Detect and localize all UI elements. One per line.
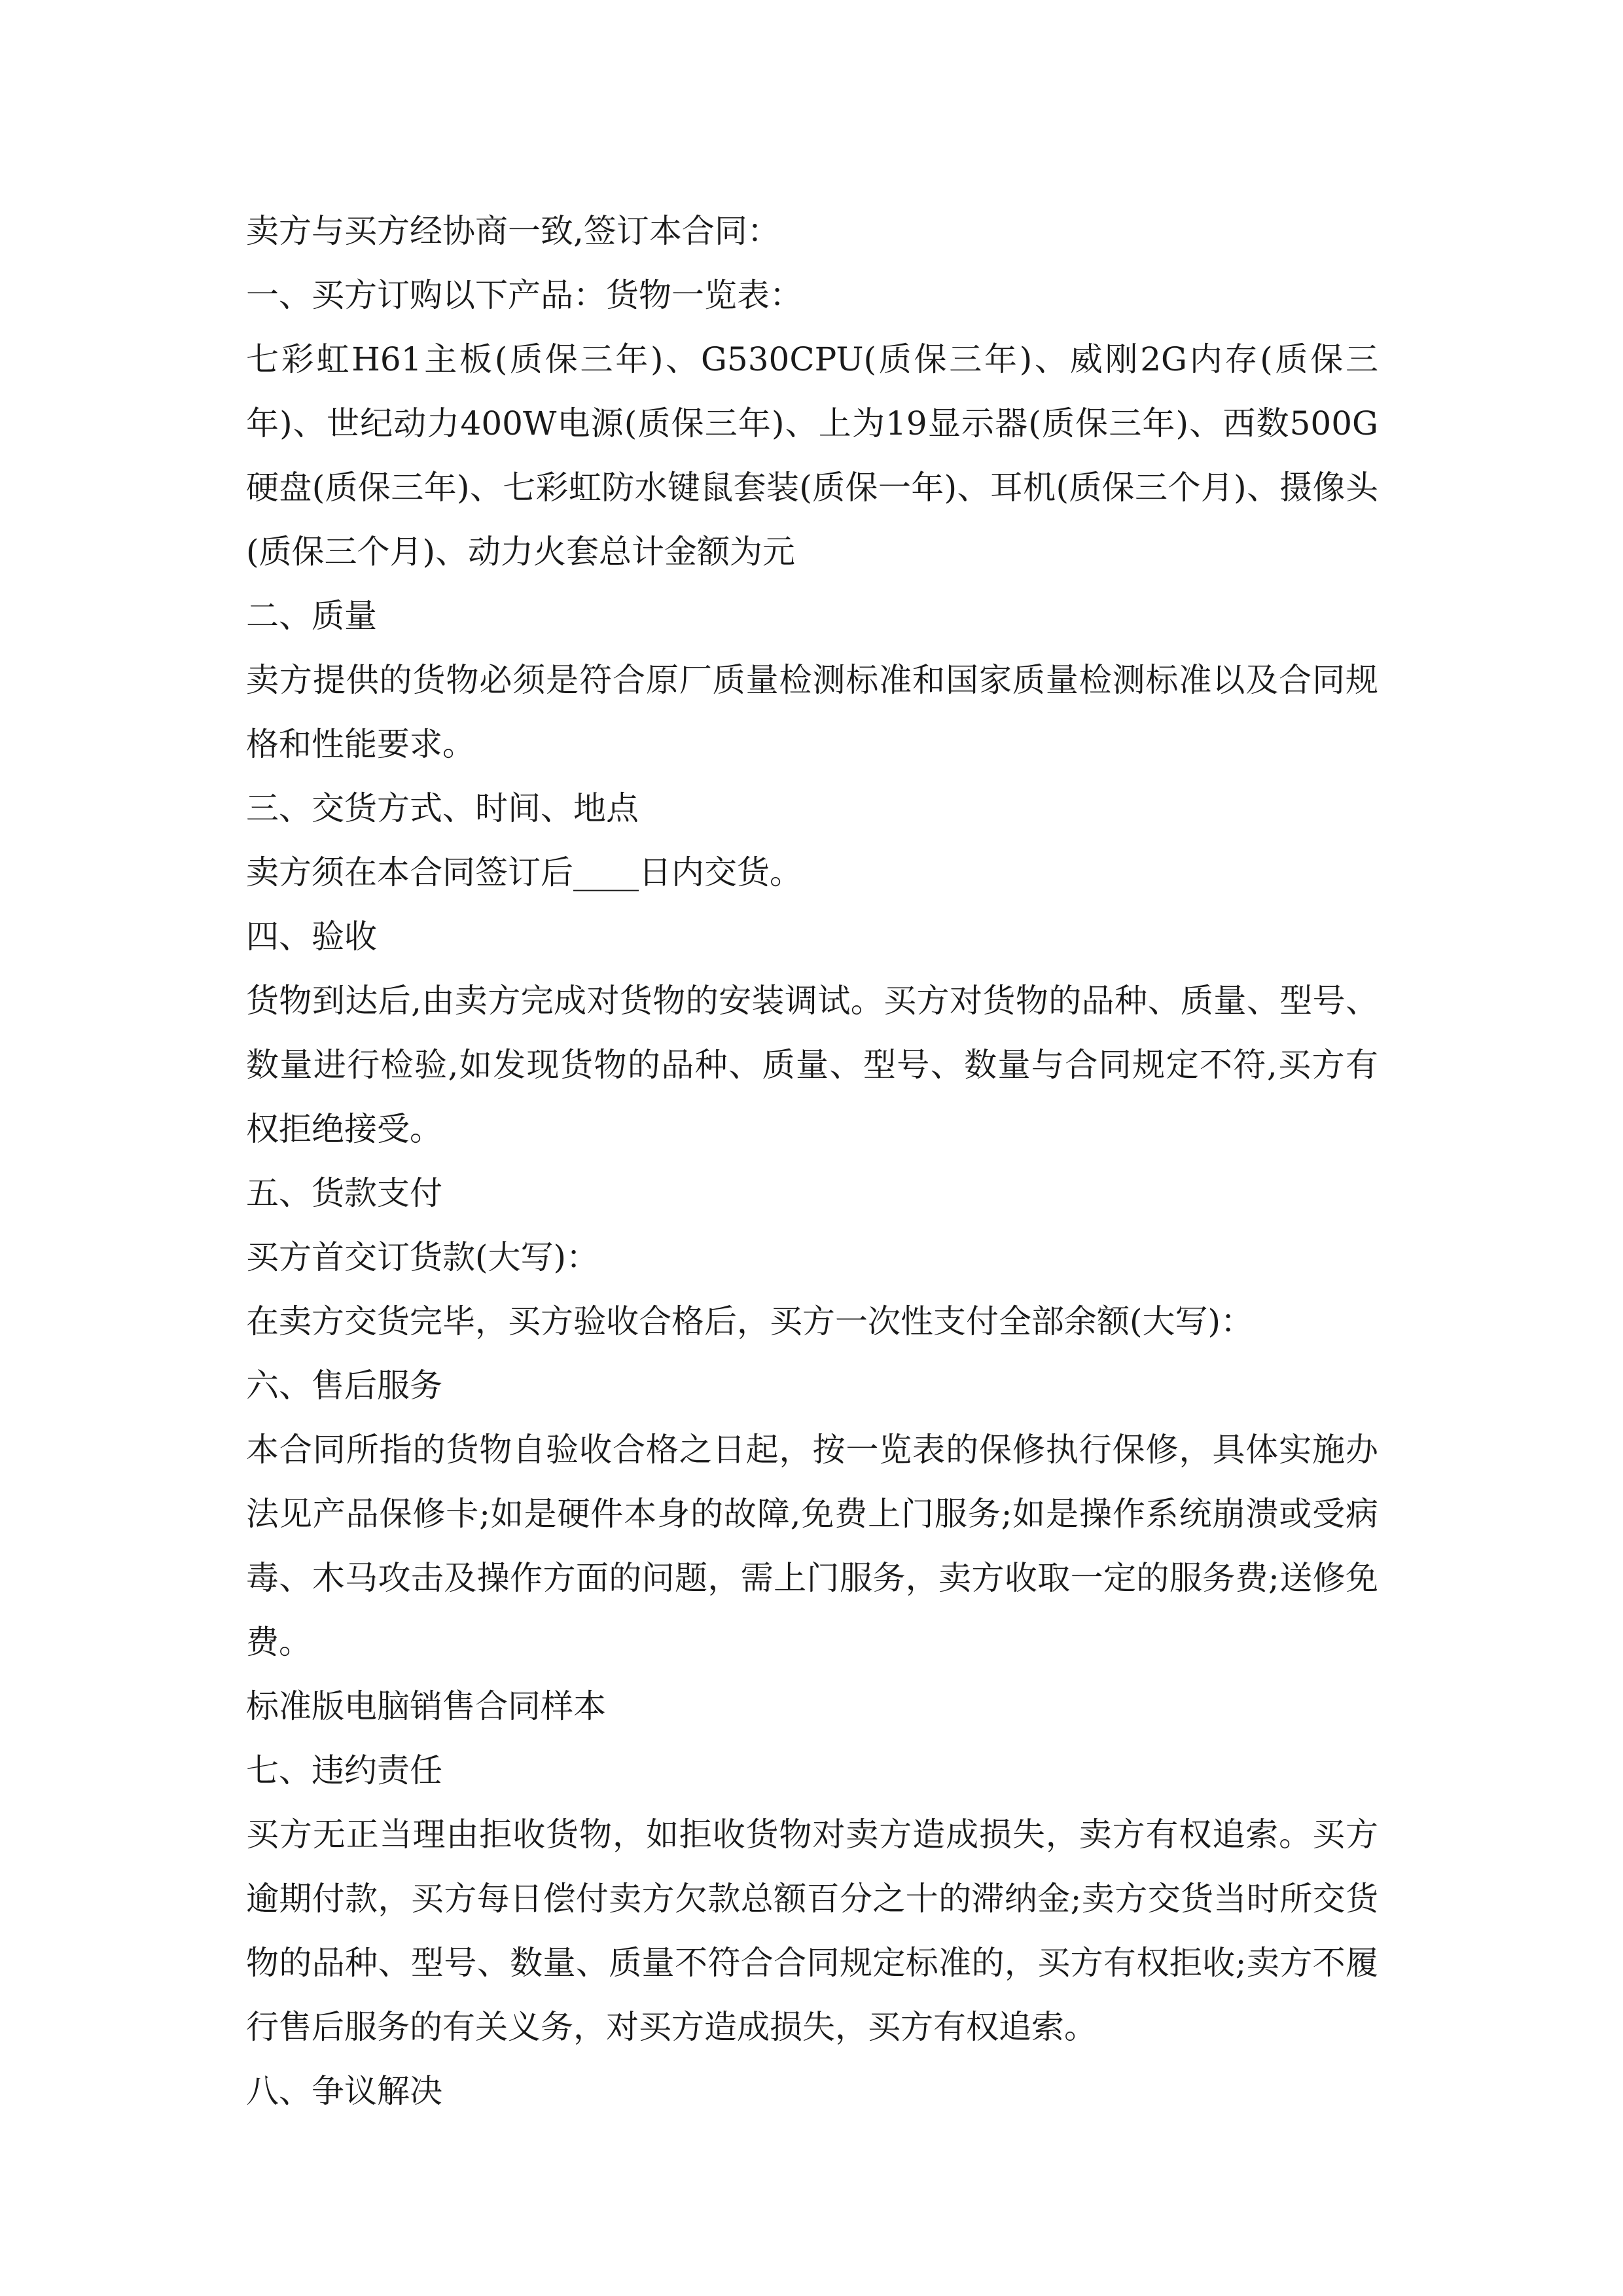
section-heading-after-sales: 六、售后服务 xyxy=(246,1367,442,1405)
section-heading-quality: 二、质量 xyxy=(246,597,377,635)
balance-line: 在卖方交货完毕，买方验收合格后，买方一次性支付全部余额(大写)： xyxy=(246,1302,1254,1340)
section-heading-acceptance: 四、验收 xyxy=(246,918,377,956)
liability-paragraph: 买方无正当理由拒收货物，如拒收货物对卖方造成损失，卖方有权追索。买方逾期付款，买方每日偿付卖方欠款总额百分之十的滞纳金;卖方交货当时所交货物的品种、型号、数量、质量不符合合同规定标准的，买方有权拒收;卖方不履行售后服务的有关义务，对买方造成损失，买方有权追索。 xyxy=(246,1816,1378,2046)
section-heading-liability: 七、违约责任 xyxy=(246,1751,442,1789)
after-sales-paragraph: 本合同所指的货物自验收合格之日起，按一览表的保修执行保修，具体实施办法见产品保修卡;如是硬件本身的故障,免费上门服务;如是操作系统崩溃或受病毒、木马攻击及操作方面的问题，需上门服务，卖方收取一定的服务费;送修免费。 xyxy=(246,1431,1378,1661)
document-body xyxy=(246,199,1378,2123)
section-heading-dispute: 八、争议解决 xyxy=(246,2072,442,2110)
quality-paragraph: 卖方提供的货物必须是符合原厂质量检测标准和国家质量检测标准以及合同规格和性能要求。 xyxy=(246,661,1378,763)
delivery-paragraph: 卖方须在本合同签订后____日内交货。 xyxy=(246,853,802,891)
opening-statement: 卖方与买方经协商一致,签订本合同： xyxy=(246,212,780,250)
section-heading-order: 一、买方订购以下产品：货物一览表： xyxy=(246,276,802,314)
contract-sample-title: 标准版电脑销售合同样本 xyxy=(246,1687,606,1725)
deposit-line: 买方首交订货款(大写)： xyxy=(246,1238,599,1276)
acceptance-paragraph: 货物到达后,由卖方完成对货物的安装调试。买方对货物的品种、质量、型号、数量进行检验,如发现货物的品种、质量、型号、数量与合同规定不符,买方有权拒绝接受。 xyxy=(246,982,1378,1148)
section-heading-payment: 五、货款支付 xyxy=(246,1174,442,1212)
section-heading-delivery: 三、交货方式、时间、地点 xyxy=(246,789,639,827)
product-list-paragraph: 七彩虹H61主板(质保三年)、G530CPU(质保三年)、威刚2G内存(质保三年)、世纪动力400W电源(质保三年)、上为19显示器(质保三年)、西数500G硬盘(质保三年)、七彩虹防水键鼠套装(质保一年)、耳机(质保三个月)、摄像头(质保三个月)、动力火套总计金额为元 xyxy=(246,340,1378,571)
